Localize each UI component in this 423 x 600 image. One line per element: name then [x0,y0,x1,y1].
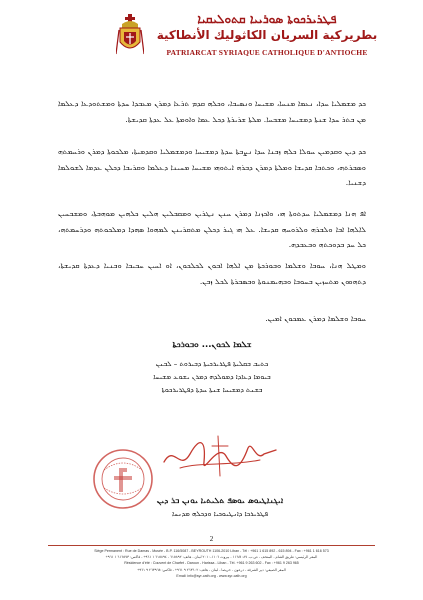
body-paragraph-2: ܟܕ ܕܝܢ ܘܩܕܡܝܢ ܚܘܠܐ ܟܠܗ ܙܒܢܐ ܚܕܐ ܢܨܒܬܐ ܚܕܬܐ ܕܡܫܝܚܐ ܘܕܡܫܡܠܝܐ ܘܩܕܡܝܬܐ، ܡܠܟܘܬܐ ܕܡܪܢ ܘܪܚܡܬܗ ܘܣܒܪܬܗ، ܘܟܬܒܐ ܩܕܝܫܐ ܘܡܠܬܐ ܕܡܪܢ ܕܒܪܗ ܐܝܬܘܗܝ ܡܫܝܚܐ ܡܚܝܢܐ ܕܥܠܡܐ ܘܩܪܝܒܐ ܕܟܠܢ ܥܕܡܐ ܠܫܘܠܡܐ ܕܫܢܝܐ. [58,147,366,187]
official-stamp-icon [92,448,154,510]
body-paragraph-5: ܚܘܒܐ ܘܫܠܡܐ ܕܡܪܢ ܥܡܟܘܢ ܐܡܝܢ. [265,314,366,323]
letterhead-arabic-title: بطريركية السريان الكاثوليك الأنطاكية [156,28,378,42]
closing-line-1: ܟܬܝܒ ܒܩܠܝܬܐ ܦܛܪܝܪܟܝܬܐ ܕܒܝܪܘܬ – ܠܒܢܢ [155,360,269,368]
footer-line-5: Email: info@syr-cath.org - www.syr-cath.org [176,573,247,578]
body-paragraph-1: ܟܕ ܡܫܡܠܝܐ ܚܕܐ، ܢܥܡܐ ܡܢܚܐ، ܡܫܝܚܐ ܘܢܣܝܒܐ، ܘܟܠܗ ܩܕܡ ܬܪܥܐ ܕܡܪܢ ܡܥܒܕܐ ܚܕܬܐ ܘܡܫܬܘܕܥܐ ܕܥܠܡܐ ܡܢ ܒܬܪ ܚܕܐ ܫܢܬܐ ܕܡܫܝܚܐ ܡܫܒܚܐ. ܡܠܬܐ ܫܪܝܪܬܐ ܕܟܠ ܥܡܐ ܘܐܘܡܬܐ ܥܠ ܥܕܬܐ ܩܕܝܫܬܐ. [58,99,366,124]
body-paragraph-4: ܘܡܛܠ ܗܢܐ، ܚܘܒܐ ܘܫܠܡܐ ܘܒܘܪܟܬܐ ܡܢ ܐܠܗܐ ܐܒܘܢ ܠܟܠܟܘܢ، ܐܘ ܐܚܝܢ ܚܒܝܒܐ ܘܒܢܝܐ ܕܥܕܬܐ ܩܕܝܫܬܐ، ܕܬܗܘܘܢ ܡܬܚܙܝܢ ܒܚܘܒܐ ܘܒܗܝܡܢܘܬܐ ܘܒܣܒܪܬܐ ܠܟܠ ܙܒܢ. [58,261,366,286]
closing-blessing: ܫܠܡܐ ܠܟܘܢ... ܘܒܘܪܟܬܐ [172,340,252,350]
footer-line-2: المقر الرئيسي: طريق الشام - المتحف - ص.ب. ١١٦/٥٠٨٧ - بيروت ١١٠٦-٢٠١٠ لبنان - هاتف: ٦١٥٨٩٢ - ٦١٥٨٩٤ ١ ٩٦١+ - فاكس: ٦١٦٥٧٣ ١ ٩٦١+ [105,555,318,560]
footer-line-3: Résidence d'été : Couvent de Charfet - Daroun - Harissa - Liban - Tél. +961 9 263 602 - Fax : +961 9 263 965 [124,561,299,566]
letterhead-latin-title: PATRIARCAT SYRIAQUE CATHOLIQUE D'ANTIOCHE [166,48,368,57]
patriarchal-crest-icon [116,14,144,58]
footer-divider [48,545,375,546]
closing-line-3: ܒܫܢܬ ܕܡܫܝܚܐ ܫܢܬܐ ܚܕܬܐ ܕܦܛܪܝܪܟܘܬܐ [161,386,263,394]
footer-line-4: المقر الصيفي: دير الشرفة - درعون - حريصا - لبنان - هاتف: ٢٦٣٦٠٢ ٩ ٩٦١+ - فاكس: ٢٦٣٩٦٥ ٩ ٩٦١+ [137,567,286,572]
footer-line-1: Siège Permanent : Rue de Damas - Musée - B.P. 116/5087 - BEYROUTH 1106-2010 Liban - Tél : +961 1 615 892 - 615 894 - Fax : +961 1 616 573 [94,549,329,553]
footer-address [30,548,393,579]
letterhead-syriac-title: ܦܛܪܝܪܟܘܬܐ ܣܘܪܝܝܐ ܩܬܘܠܝܩܝܐ [197,12,337,26]
page-number: 2 [209,535,214,543]
closing-line-2: ܒܝܘܡܐ ܕܥܐܕܐ ܕܡܘܠܕܗ ܕܡܪܢ ܝܫܘܥ ܡܫܝܚܐ [153,373,271,381]
closing-lines [58,358,366,397]
signer-title: ܦܛܪܝܪܟܐ ܕܐܢܛܝܘܟܝܐ ܘܕܟܠܗ ܡܕܢܚܐ [171,510,269,518]
signature-icon [160,432,280,482]
signer-name: ܐܝܓܢܐܛܝܘܣ ܝܘܣܦ ܬܠܝܬܝܐ ܝܘܢܢ ܒܪ ܕܝܢ [156,496,284,505]
body-paragraph-3: ܐܦ ܗܢܐ ܕܡܫܡܠܝܐ ܚܕܬܘܬܐ ܗܝ، ܘܐܟܙܢܐ ܕܡܪܢ ܚܢܢ ܢܛܪܝܢ ܘܡܩܒܠܝܢ ܗܠܝܢ ܟܠܗܝܢ ܡܘܗܒܬܐ، ܘܡܫܒܚܝܢ ܠܐܠܗܐ ܐܒܐ ܘܠܒܪܗ ܘܠܪܘܚܗ ܩܕܝܫܐ. ܥܠ ܗܝ ܓܝܪ ܕܟܠܢ ܡܬܩܪܝܢܢ ܠܡܗܘܐ ܣܗܕܐ ܕܡܠܟܘܬܗ ܘܕܪܚܡܬܗ، ܟܠ ܚܕ ܒܕܘܟܬܗ ܘܒܥܒܕܗ. [58,209,366,249]
